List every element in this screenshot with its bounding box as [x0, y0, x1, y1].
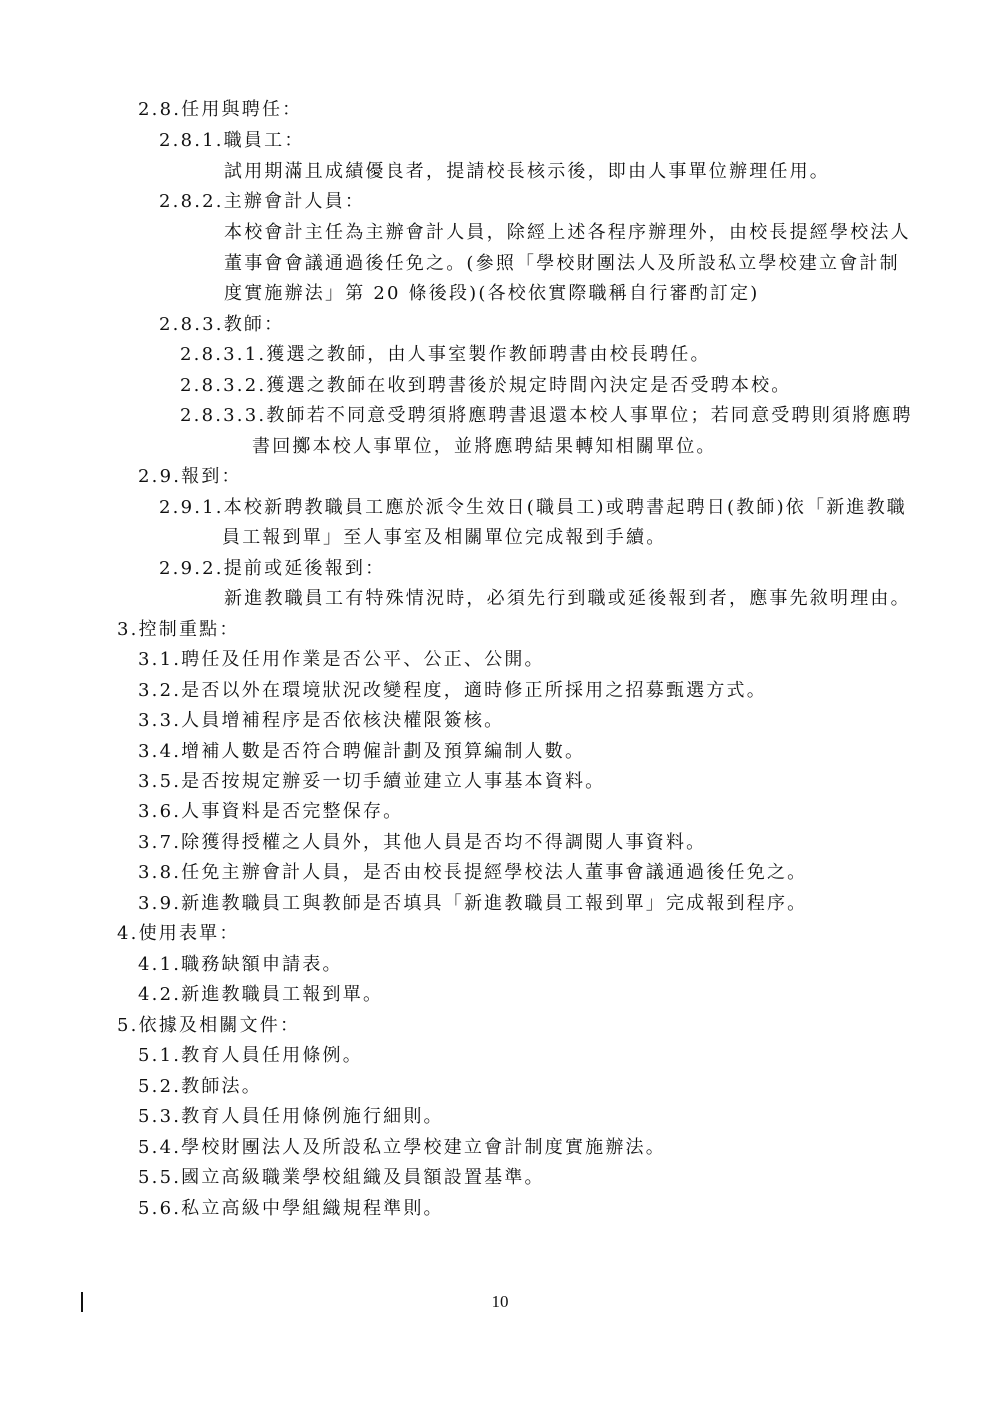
list-item: 4.1.職務缺額申請表。 [138, 954, 343, 975]
section-heading-2-9: 2.9.報到： [138, 466, 242, 487]
item-2-8-3-1: 2.8.3.1.獲選之教師，由人事室製作教師聘書由校長聘任。 [180, 344, 711, 365]
list-item: 4.2.新進教職員工報到單。 [138, 984, 384, 1005]
item-2-8-3-2: 2.8.3.2.獲選之教師在收到聘書後於規定時間內決定是否受聘本校。 [180, 375, 792, 396]
subsection-2-8-1: 2.8.1.職員工： [159, 130, 305, 151]
subsection-2-8-2: 2.8.2.主辦會計人員： [159, 191, 366, 212]
list-item: 3.1.聘任及任用作業是否公平、公正、公開。 [138, 649, 545, 670]
paragraph-line: 董事會會議通過後任免之。(參照「學校財團法人及所設私立學校建立會計制 [224, 253, 900, 274]
paragraph-line: 度實施辦法」第 20 條後段)(各校依實際職稱自行審酌訂定) [224, 283, 760, 304]
list-item: 3.7.除獲得授權之人員外，其他人員是否均不得調閱人事資料。 [138, 832, 707, 853]
list-item: 5.4.學校財團法人及所設私立學校建立會計制度實施辦法。 [138, 1137, 666, 1158]
section-heading-5: 5.依據及相關文件： [117, 1015, 301, 1036]
paragraph-line: 新進教職員工有特殊情況時，必須先行到職或延後報到者，應事先敘明理由。 [224, 588, 911, 609]
list-item: 3.6.人事資料是否完整保存。 [138, 801, 404, 822]
list-item: 3.3.人員增補程序是否依核決權限簽核。 [138, 710, 505, 731]
section-heading-3: 3.控制重點： [117, 619, 240, 640]
paragraph-line: 試用期滿且成績優良者，提請校長核示後，即由人事單位辦理任用。 [224, 161, 830, 182]
paragraph-line: 書回擲本校人事單位，並將應聘結果轉知相關單位。 [252, 436, 717, 457]
subsection-2-8-3: 2.8.3.教師： [159, 314, 285, 335]
section-heading-2-8: 2.8.任用與聘任： [138, 99, 303, 120]
section-heading-4: 4.使用表單： [117, 923, 240, 944]
list-item: 5.2.教師法。 [138, 1076, 262, 1097]
list-item: 5.6.私立高級中學組織規程準則。 [138, 1198, 444, 1219]
list-item: 3.2.是否以外在環境狀況改變程度，適時修正所採用之招募甄選方式。 [138, 680, 767, 701]
list-item: 3.4.增補人數是否符合聘僱計劃及預算編制人數。 [138, 741, 586, 762]
paragraph-line: 本校會計主任為主辦會計人員，除經上述各程序辦理外，由校長提經學校法人 [224, 222, 911, 243]
list-item: 5.3.教育人員任用條例施行細則。 [138, 1106, 444, 1127]
item-2-8-3-3: 2.8.3.3.教師若不同意受聘須將應聘書退還本校人事單位；若同意受聘則須將應聘 [180, 405, 913, 426]
list-item: 5.1.教育人員任用條例。 [138, 1045, 363, 1066]
paragraph-line: 員工報到單」至人事室及相關單位完成報到手續。 [222, 527, 667, 548]
list-item: 5.5.國立高級職業學校組織及員額設置基準。 [138, 1167, 545, 1188]
list-item: 3.9.新進教職員工與教師是否填具「新進教職員工報到單」完成報到程序。 [138, 893, 808, 914]
list-item: 3.5.是否按規定辦妥一切手續並建立人事基本資料。 [138, 771, 606, 792]
subsection-2-9-1: 2.9.1.本校新聘教職員工應於派令生效日(職員工)或聘書起聘日(教師)依「新進教職 [159, 497, 908, 518]
page-number: 10 [491, 1292, 509, 1311]
subsection-2-9-2: 2.9.2.提前或延後報到： [159, 558, 386, 579]
list-item: 3.8.任免主辦會計人員，是否由校長提經學校法人董事會議通過後任免之。 [138, 862, 808, 883]
